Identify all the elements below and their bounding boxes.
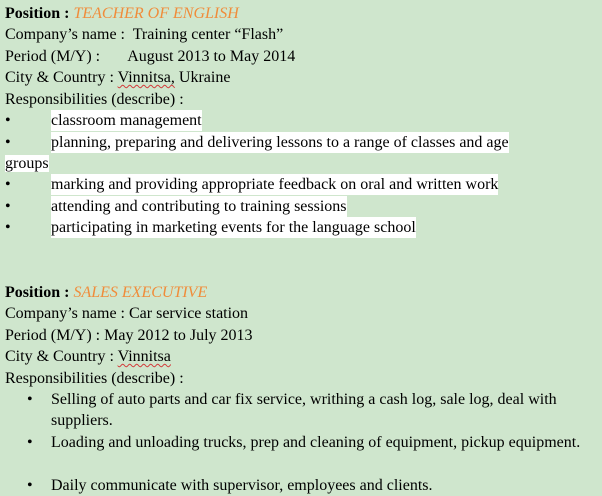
job1-item-text: participating in marketing events for the language school bbox=[51, 219, 416, 236]
job2-position-line bbox=[5, 282, 207, 303]
job1-position-label: Position : bbox=[5, 5, 70, 22]
bullet-icon: • bbox=[27, 434, 33, 451]
bullet-icon: • bbox=[5, 176, 11, 193]
job1-item-text: groups bbox=[5, 155, 49, 172]
job2-position-label: Position : bbox=[5, 284, 70, 301]
job2-period-value: May 2012 to July 2013 bbox=[104, 327, 253, 344]
job2-city-label: City & Country : bbox=[5, 348, 114, 365]
job2-item-text: Selling of auto parts and car fix service, writhing a cash log, sale log, deal with suppliers. bbox=[51, 391, 557, 429]
job2-city-line bbox=[5, 346, 171, 367]
job1-period-line bbox=[5, 46, 295, 67]
job2-company-line bbox=[5, 303, 248, 324]
job1-company-line bbox=[5, 24, 283, 45]
job1-item-text: attending and contributing to training sessions bbox=[51, 198, 347, 215]
bullet-icon: • bbox=[5, 112, 11, 129]
job1-city-label: City & Country : bbox=[5, 69, 114, 86]
job2-city-value: Vinnitsa bbox=[117, 348, 171, 365]
job1-company-value: Training center “Flash” bbox=[132, 26, 284, 43]
job1-item-text: classroom management bbox=[51, 112, 202, 129]
job2-company-value: Car service station bbox=[128, 305, 249, 322]
bullet-icon: • bbox=[5, 198, 11, 215]
job1-responsibilities-label: Responsibilities (describe) : bbox=[5, 91, 184, 108]
job2-item-text: Daily communicate with supervisor, employees and clients. bbox=[51, 477, 433, 494]
job1-item-text: planning, preparing and delivering lessons to a range of classes and age bbox=[51, 134, 509, 151]
job1-city-line bbox=[5, 67, 230, 88]
job2-period-label: Period (M/Y) : bbox=[5, 327, 101, 344]
job1-company-label: Company’s name : bbox=[5, 26, 125, 43]
job2-position-title: SALES EXECUTIVE bbox=[73, 284, 208, 301]
job1-item-text: marking and providing appropriate feedback on oral and written work bbox=[51, 176, 499, 193]
job1-period-label: Period (M/Y) : bbox=[5, 48, 101, 65]
job2-company-label: Company’s name : bbox=[5, 305, 125, 322]
bullet-icon: • bbox=[27, 391, 33, 408]
job1-position-title: TEACHER OF ENGLISH bbox=[73, 5, 239, 22]
job1-period-value: August 2013 to May 2014 bbox=[127, 48, 296, 65]
job2-item-text: Loading and unloading trucks, prep and cleaning of equipment, pickup equipment. bbox=[51, 434, 581, 451]
bullet-icon: • bbox=[5, 134, 11, 151]
job1-city-value: Vinnitsa, bbox=[117, 69, 175, 86]
job2-responsibilities-label: Responsibilities (describe) : bbox=[5, 370, 184, 387]
job1-item-continuation bbox=[5, 153, 49, 174]
job1-country-value: Ukraine bbox=[178, 69, 231, 86]
job2-period-line bbox=[5, 325, 253, 346]
bullet-icon: • bbox=[27, 477, 33, 494]
bullet-icon: • bbox=[5, 219, 11, 236]
job1-position-line bbox=[5, 3, 239, 24]
